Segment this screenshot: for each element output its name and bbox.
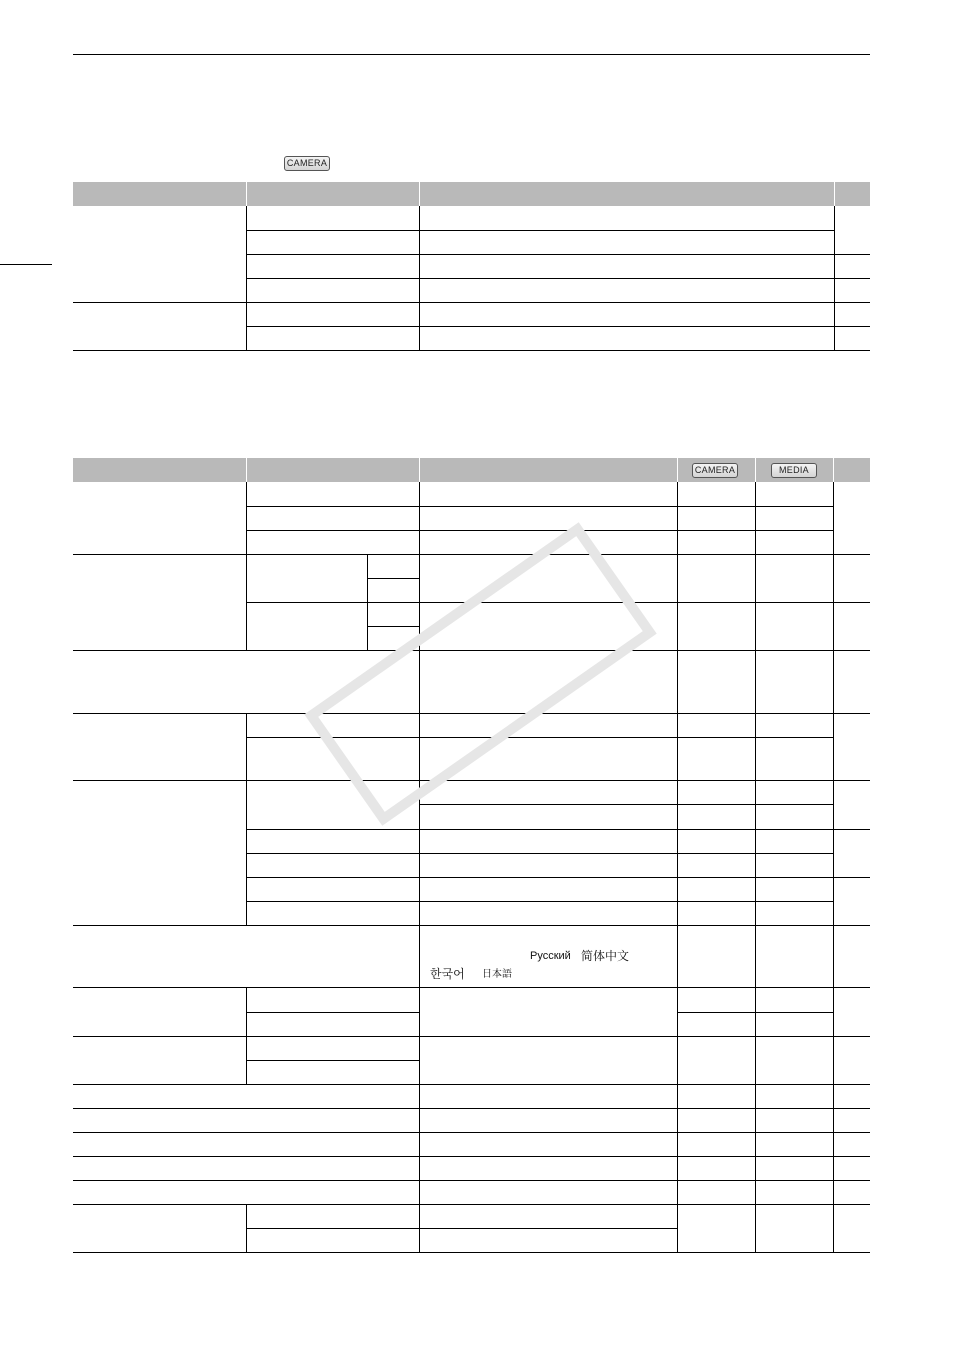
margin-tab-mark (0, 264, 52, 265)
table-1-header-row (73, 182, 870, 206)
top-rule (73, 54, 870, 55)
language-chinese-simplified: 简体中文 (581, 949, 630, 963)
camera-column-badge: CAMERA (692, 463, 738, 478)
language-russian: Русский (530, 950, 571, 962)
media-column-badge: MEDIA (771, 463, 817, 478)
language-japanese: 日本語 (482, 969, 512, 980)
language-korean: 한국어 (430, 967, 465, 981)
camera-mode-badge: CAMERA (284, 156, 330, 171)
table-2-header-row (73, 458, 870, 482)
